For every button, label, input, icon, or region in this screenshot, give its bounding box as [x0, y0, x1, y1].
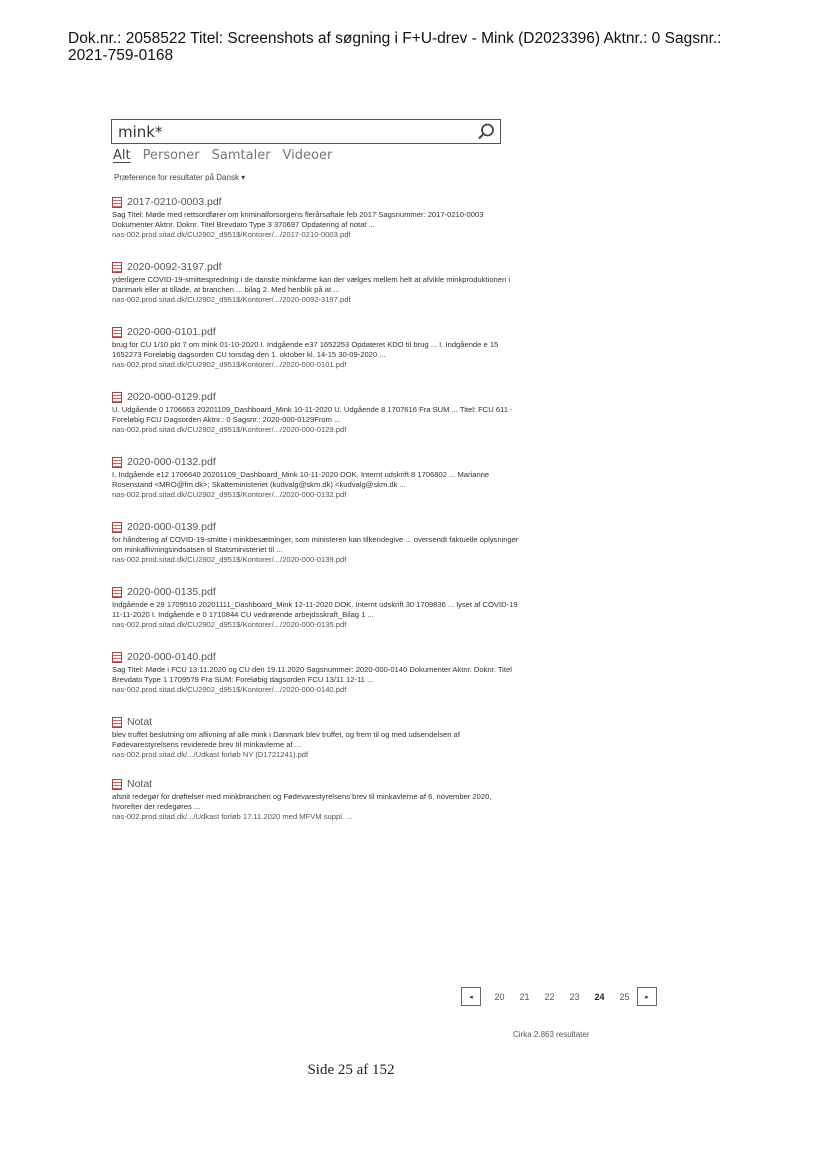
page-link[interactable]: 24	[594, 991, 605, 1002]
result-count: Cirka 2.863 resultater	[513, 1030, 590, 1039]
pdf-file-icon	[112, 457, 122, 468]
pdf-file-icon	[112, 587, 122, 598]
result-snippet: afsnit redegør for drøftelser med minkbranchen og Fødevarestyrelsens brev til minkavlerne af 6. november 2020, hvorefter der redegøres ...	[112, 792, 492, 811]
page-number-footer: Side 25 af 152	[307, 1062, 395, 1078]
result-title-row[interactable]	[112, 325, 522, 339]
document-header-line2: 2021-759-0168	[68, 47, 174, 64]
page-link[interactable]: 21	[519, 991, 530, 1002]
document-header-line1: Dok.nr.: 2058522 Titel: Screenshots af søgning i F+U-drev - Mink (D2023396) Aktnr.: 0 Sagsnr.:	[68, 30, 722, 47]
result-url[interactable]: nas-002.prod.sitad.dk/CU2902_d951$/Kontorer/.../2017-0210-0003.pdf	[112, 230, 351, 239]
pdf-file-icon	[112, 392, 122, 403]
result-title-row[interactable]	[112, 260, 522, 274]
result-title-row[interactable]	[112, 650, 522, 664]
result-title-row[interactable]	[112, 195, 522, 209]
search-result	[112, 650, 522, 695]
result-snippet: U. Udgående 0 1706663 20201109_Dashboard_Mink 10-11-2020 U. Udgående 8 1707616 Fra SUM ... Titel: FCU 611 - Foreløbig FCU Dagsorden Aktnr.: 0 Sagsnr.: 2020-000-0129From ...	[112, 405, 513, 424]
search-tabs	[113, 148, 332, 163]
pdf-file-icon	[112, 327, 122, 338]
result-snippet: I. Indgående e12 1706640 20201109_Dashboard_Mink 10-11-2020 DOK. Internt udskrift 8 1706802 ... Marianne Rosenstand <MRO@fm.dk>; Skatteministeriet (kudvalg@skm.dk) <kudvalg@skm.dk ...	[112, 470, 490, 489]
result-title-link[interactable]: 2020-000-0129.pdf	[127, 391, 216, 403]
search-box[interactable]	[111, 119, 501, 144]
page-link[interactable]: 22	[544, 991, 555, 1002]
result-snippet: brug for CU 1/10 pkt 7 om mink 01-10-2020 I. Indgående e37 1652253 Opdateret KDO til brug ... I. Indgående e 15 1652273 Foreløbig dagsorden CU torsdag den 1. oktober kl. 14-15 30-09-2020 ...	[112, 340, 499, 359]
tab-personer[interactable]: Personer	[142, 148, 200, 163]
result-title-row[interactable]	[112, 777, 522, 791]
search-result	[112, 390, 522, 435]
result-title-link[interactable]: 2020-000-0140.pdf	[127, 651, 216, 663]
result-title-link[interactable]: Notat	[127, 778, 153, 790]
search-result	[112, 455, 522, 500]
previous-page-button[interactable]: ◂	[461, 987, 481, 1006]
result-url[interactable]: nas-002.prod.sitad.dk/CU2902_d951$/Kontorer/.../2020-000-0135.pdf	[112, 620, 347, 629]
result-title-row[interactable]	[112, 455, 522, 469]
result-title-link[interactable]: 2020-000-0101.pdf	[127, 326, 216, 338]
pdf-file-icon	[112, 197, 122, 208]
search-result	[112, 715, 522, 760]
results-list	[112, 195, 522, 842]
search-result	[112, 777, 522, 822]
result-url[interactable]: nas-002.prod.sitad.dk/CU2902_d951$/Kontorer/.../2020-000-0129.pdf	[112, 425, 347, 434]
result-url[interactable]: nas-002.prod.sitad.dk/CU2902_d951$/Kontorer/.../2020-000-0140.pdf	[112, 685, 347, 694]
result-title-row[interactable]	[112, 715, 522, 729]
page-link[interactable]: 25	[619, 991, 630, 1002]
result-url[interactable]: nas-002.prod.sitad.dk/CU2902_d951$/Kontorer/.../2020-000-0132.pdf	[112, 490, 347, 499]
result-url[interactable]: nas-002.prod.sitad.dk/.../Udkast forløb NY (D1721241).pdf	[112, 750, 309, 759]
pdf-file-icon	[112, 717, 122, 728]
result-title-link[interactable]: 2017-0210-0003.pdf	[127, 196, 222, 208]
result-title-row[interactable]	[112, 520, 522, 534]
result-snippet: Indgående e 29 1709510 20201111_Dashboard_Mink 12-11-2020 DOK. Internt udskrift 30 1709836 ... lyset af COVID-19 11-11-2020 I. Indgående e 0 1710844 CU vedrørende arbejdsskraft_Bilag 1 ...	[112, 600, 518, 619]
result-url[interactable]: nas-002.prod.sitad.dk/CU2902_d951$/Kontorer/.../2020-000-0101.pdf	[112, 360, 347, 369]
search-result	[112, 195, 522, 240]
result-snippet: blev truffet beslutning om aflivning af alle mink i Danmark blev truffet, og frem til og med udsendelsen af Fødevarestyrelsens reviderede brev til minkavlerne af ...	[112, 730, 460, 749]
result-title-row[interactable]	[112, 585, 522, 599]
tab-alt[interactable]: Alt	[113, 148, 131, 163]
next-page-button[interactable]: ▸	[637, 987, 657, 1006]
result-snippet: Sag Titel: Møde i FCU 13.11.2020 og CU den 19.11.2020 Sagsnummer: 2020-000-0140 Dokumenter Aktnr. Doknr. Titel Brevdato Type 1 1709579 Fra SUM: Foreløbig dagsorden FCU 13/11 12-11 ...	[112, 665, 512, 684]
result-snippet: Sag Titel: Møde med rettsordfører om kriminalforsorgens flerårsaftale feb 2017 Sagsnummer: 2017-0210-0003 Dokumenter Aktnr. Doknr. Titel Brevdato Type 3 370697 Opdatering af notat ...	[112, 210, 484, 229]
document-header	[68, 30, 798, 64]
pdf-file-icon	[112, 652, 122, 663]
result-title-link[interactable]: 2020-000-0132.pdf	[127, 456, 216, 468]
language-preference-dropdown[interactable]: Præference for resultater på Dansk ▾	[114, 173, 246, 182]
result-url[interactable]: nas-002.prod.sitad.dk/CU2902_d951$/Kontorer/.../2020-0092-3197.pdf	[112, 295, 351, 304]
search-result	[112, 260, 522, 305]
result-url[interactable]: nas-002.prod.sitad.dk/CU2902_d951$/Kontorer/.../2020-000-0139.pdf	[112, 555, 347, 564]
page-link[interactable]: 20	[494, 991, 505, 1002]
search-icon[interactable]	[476, 122, 496, 142]
pdf-file-icon	[112, 779, 122, 790]
search-input[interactable]	[118, 122, 458, 141]
search-result	[112, 325, 522, 370]
search-result	[112, 585, 522, 630]
result-title-link[interactable]: 2020-000-0139.pdf	[127, 521, 216, 533]
result-title-row[interactable]	[112, 390, 522, 404]
result-title-link[interactable]: 2020-000-0135.pdf	[127, 586, 216, 598]
result-title-link[interactable]: 2020-0092-3197.pdf	[127, 261, 222, 273]
tab-videoer[interactable]: Videoer	[282, 148, 333, 163]
tab-samtaler[interactable]: Samtaler	[211, 148, 271, 163]
page-link[interactable]: 23	[569, 991, 580, 1002]
search-result	[112, 520, 522, 565]
pdf-file-icon	[112, 262, 122, 273]
result-url[interactable]: nas-002.prod.sitad.dk/.../Udkast forløb 17.11.2020 med MFVM suppl. ...	[112, 812, 353, 821]
result-title-link[interactable]: Notat	[127, 716, 153, 728]
pagination	[461, 987, 657, 1006]
pdf-file-icon	[112, 522, 122, 533]
result-snippet: for håndtering af COVID-19-smitte i minkbesætninger, som ministeren kan tilkendegive ... oversendt faktuelle oplysninger om minkaflivningsindsatsen til Statsministeriet til ...	[112, 535, 519, 554]
result-snippet: yderligere COVID-19-smittespredning i de danske minkfarme kan der vælges mellem helt at afvikle minkproduktionen i Danmark eller at tillade, at branchen ... bilag 2. Med henblik på at ...	[112, 275, 511, 294]
